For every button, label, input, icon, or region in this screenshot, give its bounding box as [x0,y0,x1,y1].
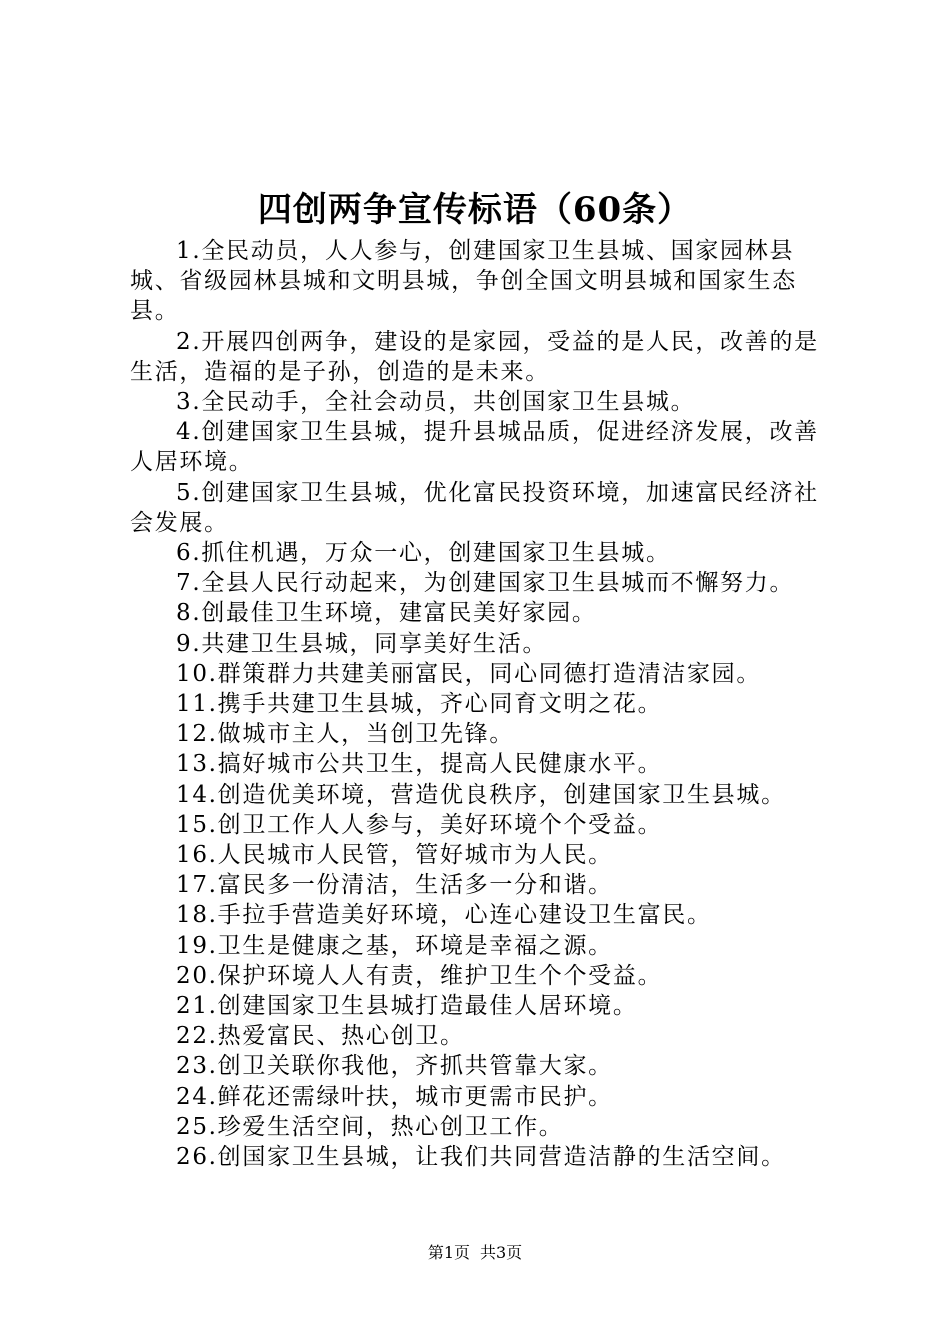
slogan-item: 2.开展四创两争，建设的是家园，受益的是人民，改善的是生活，造福的是子孙，创造的是未来。 [130,328,819,385]
slogan-item: 9.共建卫生县城，同享美好生活。 [176,630,548,657]
slogan-item: 12.做城市主人，当创卫先锋。 [176,721,515,748]
slogan-item: 18.手拉手营造美好环境，心连心建设卫生富民。 [176,902,712,929]
slogan-item: 1.全民动员，人人参与，创建国家卫生县城、国家园林县城、省级园林县城和文明县城，争创全国文明县城和国家生态县。 [130,238,797,325]
slogan-item: 25.珍爱生活空间，热心创卫工作。 [176,1113,564,1140]
slogan-item: 3.全民动手，全社会动员，共创国家卫生县城。 [176,389,696,416]
slogan-item: 8.创最佳卫生环境，建富民美好家园。 [176,600,597,627]
slogan-item: 23.创卫关联你我他，齐抓共管靠大家。 [176,1053,613,1080]
slogan-item: 15.创卫工作人人参与，美好环境个个受益。 [176,811,663,838]
slogan-item: 4.创建国家卫生县城，提升县城品质，促进经济发展，改善人居环境。 [130,419,819,476]
page-number-current: 第1页 [427,1243,470,1262]
slogan-item: 19.卫生是健康之基，环境是幸福之源。 [176,932,613,959]
slogan-item: 21.创建国家卫生县城打造最佳人居环境。 [176,993,638,1020]
document-title: 四创两争宣传标语（60条） [257,190,693,230]
slogan-item: 26.创国家卫生县城，让我们共同营造洁静的生活空间。 [176,1144,786,1171]
slogan-item: 13.搞好城市公共卫生，提高人民健康水平。 [176,751,663,778]
slogan-item: 22.热爱富民、热心创卫。 [176,1023,465,1050]
slogan-item: 5.创建国家卫生县城，优化富民投资环境，加速富民经济社会发展。 [130,479,819,536]
slogan-list [130,236,830,1172]
slogan-item: 17.富民多一份清洁，生活多一分和谐。 [176,872,613,899]
slogan-item: 14.创造优美环境，营造优良秩序，创建国家卫生县城。 [176,781,786,808]
slogan-item: 16.人民城市人民管，管好城市为人民。 [176,842,613,869]
slogan-item: 24.鲜花还需绿叶扶，城市更需市民护。 [176,1083,613,1110]
slogan-item: 11.携手共建卫生县城，齐心同育文明之花。 [176,691,663,718]
page-footer [0,1243,950,1263]
slogan-item: 10.群策群力共建美丽富民，同心同德打造清洁家园。 [176,660,762,687]
slogan-item: 7.全县人民行动起来，为创建国家卫生县城而不懈努力。 [176,570,795,597]
slogan-item: 6.抓住机遇，万众一心，创建国家卫生县城。 [176,540,671,567]
page-number-total: 共3页 [480,1243,523,1262]
slogan-item: 20.保护环境人人有责，维护卫生个个受益。 [176,962,663,989]
